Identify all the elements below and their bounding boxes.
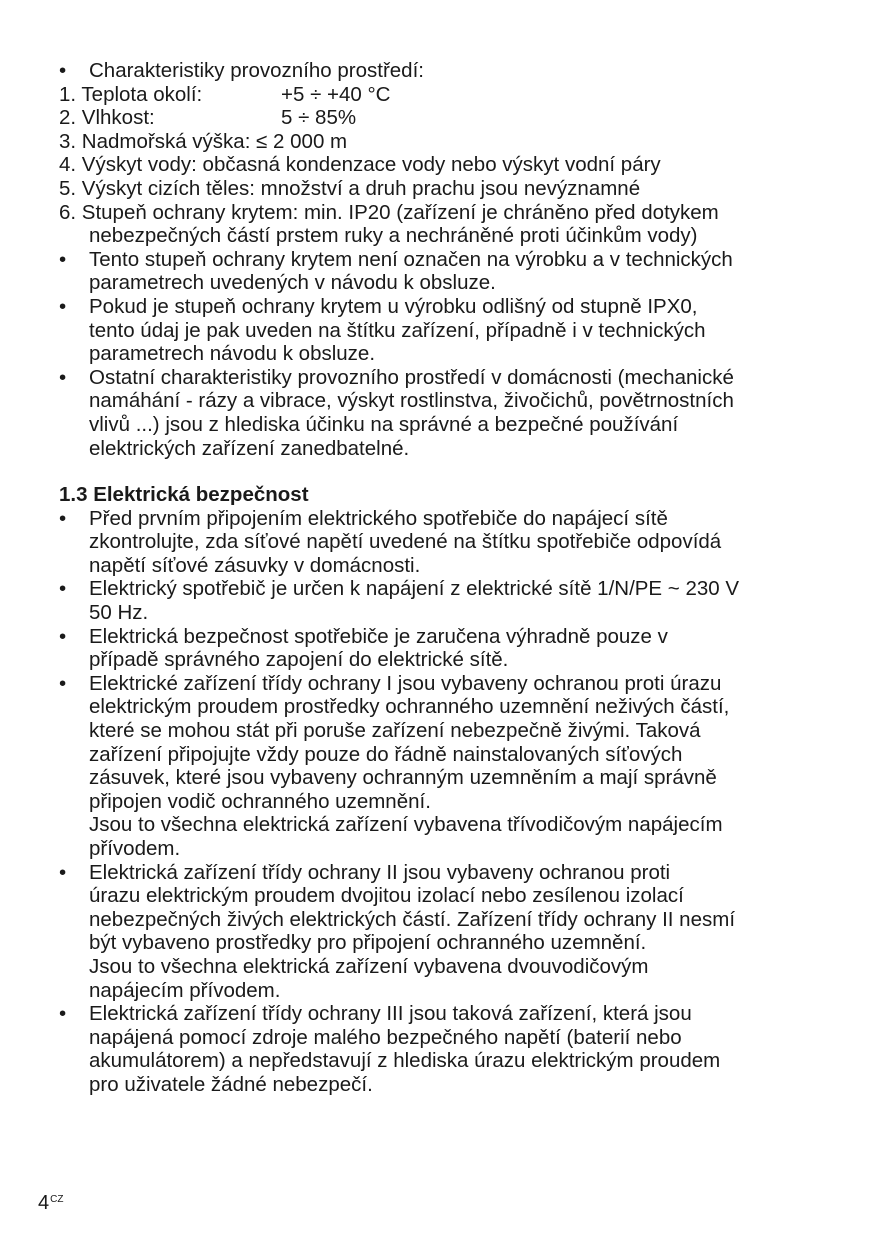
env-item-protection: 6. Stupeň ochrany krytem: min. IP20 (zařízení je chráněno před dotykem nebezpečných částí prstem ruky a nechráněné proti účinkům vody) [59,200,719,248]
env-item-foreign-bodies: 5. Výskyt cizích těles: množství a druh prachu jsou nevýznamné [59,176,641,200]
env-bullet: • Pokud je stupeň ochrany krytem u výrobku odlišný od stupně IPX0, tento údaj je pak uveden na štítku zařízení, případně i v technických parametrech návodu k obsluze. [59,294,706,366]
bullet-icon: • [59,247,67,271]
env-item-altitude: 3. Nadmořská výška: ≤ 2 000 m [59,129,348,153]
env-heading: Charakteristiky provozního prostředí: [89,59,424,82]
env-heading-item [59,59,819,83]
document-page [59,59,819,1097]
env-item-water: 4. Výskyt vody: občasná kondenzace vody nebo výskyt vodní páry [59,153,661,177]
bullet-icon: • [59,671,67,695]
section-title: 1.3 Elektrická bezpečnost [59,483,309,507]
env-bullet: • Tento stupeň ochrany krytem není označen na výrobku a v technických parametrech uvedených v návodu k obsluze. [59,247,733,295]
bullet-icon: • [59,577,67,601]
env-bullet: • Ostatní charakteristiky provozního prostředí v domácnosti (mechanické namáhání - rázy a vibrace, výskyt rostlinstva, živočichů, povětrnostních vlivů ...) jsou z hlediska účinku na správné a bezpečné používání elektrických zařízení zanedbatelné. [59,365,734,460]
section-bullet: • Elektrická bezpečnost spotřebiče je zaručena výhradně pouze v případě správného zapojení do elektrické sítě. [59,624,668,672]
section-bullet: • Elektrická zařízení třídy ochrany II jsou vybaveny ochranou proti úrazu elektrickým proudem dvojitou izolací nebo zesílenou izolací nebezpečných živých elektrických částí. Zařízení třídy ochrany II nesmí být vybaveno prostředky pro připojení ochranného uzemnění. [59,860,736,955]
section-bullet: • Elektrický spotřebič je určen k napájení z elektrické sítě 1/N/PE ~ 230 V 50 Hz. [59,577,740,625]
section-bullet: • Elektrická zařízení třídy ochrany III jsou taková zařízení, která jsou napájená pomocí zdroje malého bezpečného napětí (baterií nebo akumulátorem) a nepředstavují z hlediska úrazu elektrickým proudem pro uživatele žádné nebezpečí. [59,1002,721,1096]
section-bullet: • Před prvním připojením elektrického spotřebiče do napájecí sítě zkontrolujte, zda síťové napětí uvedené na štítku spotřebiče odpovídá napětí síťové zásuvky v domácnosti. [59,506,722,577]
env-item-temperature: 1. Teplota okolí: +5 ÷ +40 °C [59,82,391,106]
language-code: CZ [50,1194,64,1205]
bullet-icon: • [59,365,67,389]
bullet-icon: • [59,294,67,318]
bullet-icon: • [59,59,67,82]
env-item-humidity: 2. Vlhkost: 5 ÷ 85% [59,106,357,130]
bullet-icon: • [59,624,67,648]
page-number: $4^{CZ}$ [38,1192,64,1214]
bullet-icon: • [59,506,67,530]
section-bullet: • Elektrické zařízení třídy ochrany I jsou vybaveny ochranou proti úrazu elektrickým proudem prostředky ochranného uzemnění neživých částí, které se mohou stát při poruše zařízení nebezpečně živými. Taková zařízení připojujte vždy pouze do řádně nainstalovaných síťových zásuvek, které jsou vybaveny ochranným uzemněním a mají správně připojen vodič ochranného uzemnění. [59,671,730,813]
bullet-icon: • [59,860,67,884]
bullet-icon: • [59,1002,67,1026]
section-paragraph: Jsou to všechna elektrická zařízení vybavena třívodičovým napájecím přívodem. [89,813,723,860]
section-paragraph: Jsou to všechna elektrická zařízení vybavena dvouvodičovým napájecím přívodem. [89,954,649,1002]
